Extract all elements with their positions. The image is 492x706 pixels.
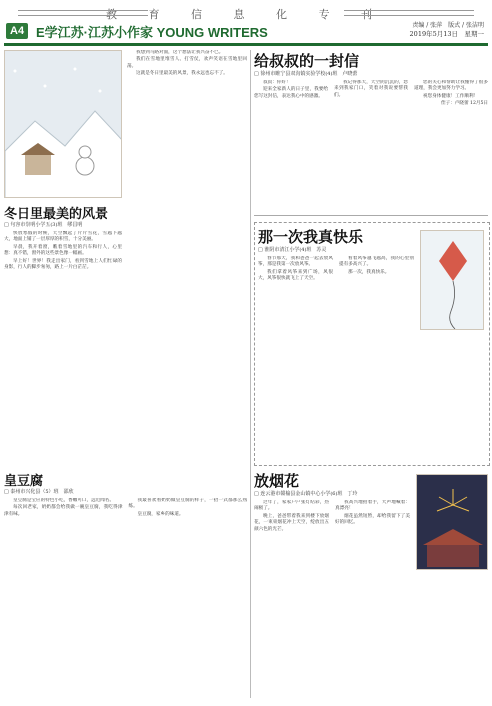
masthead-rule [4,43,488,46]
winter-photo [4,50,122,198]
letter-paragraph: 祝您身体健康！工作顺利！ [423,93,479,99]
letter-body [254,80,488,210]
banner-right-line [344,10,474,16]
happy-paragraph: 看着风筝越飞越高，我的心里别提有多高兴了。 [339,256,414,268]
tofu-byline: □ 泰州市兴化县（5）班 邵欣 [4,489,74,495]
winter-byline: □ 句容市崇明小学五(3)班 缪昌明 [4,222,83,228]
winter-paragraph: 快放寒假的时候，天空飘起了片片雪花，雪越下越大，地面上铺了一层厚厚的积雪，十分美丽。 [4,231,122,243]
happy-byline: □ 淮阴市清江小学(4)班 苏灵 [258,247,327,253]
kite-photo [420,230,484,330]
masthead [0,22,492,42]
section-title: E学江苏·江苏小作家 YOUNG WRITERS [36,25,268,40]
tofu-title: 皇豆腐 [4,474,44,489]
tofu-body [4,498,247,698]
winter-paragraph: 这就是冬日里最美的风景，我永远也忘不了。 [136,71,228,77]
letter-paragraph: 叔叔：你好！ [263,80,291,85]
tofu-paragraph: 我最喜欢看奶奶做皇豆腐的样子，一招一式都那么熟练。 [128,498,247,510]
fireworks-paragraph: 过年了，家家户户张灯结彩，热闹极了。 [254,500,329,512]
fireworks-paragraph: 烟花虽然短暂，却给我留下了美好的回忆。 [335,513,410,526]
winter-paragraph: 早晨，我开着窗，瞧着雪地里的汽车和行人，心里想：真不错，窗外的这些景色像一幅画。 [4,244,122,257]
tofu-paragraph: 皇豆腐是宝应的特色小吃，香嫩可口，远近闻名。 [13,498,115,503]
section-divider [254,215,488,216]
page-number-badge: A4 [6,23,28,39]
winter-paragraph: 早上好！世界！我走出家门，看到雪地上人们忙碌的身影，行人的脚步匆匆，路上一片白茫茫。 [4,258,122,271]
happy-body [258,256,414,462]
banner-ornament [0,6,492,22]
banner-text: 教 育 信 息 化 专 刊 [106,8,386,21]
letter-title: 给叔叔的一封信 [254,52,360,70]
happy-paragraph: 春节那天，我和爸爸一起去放风筝，那是我第一次放风筝。 [258,256,333,268]
editors: 责编 / 张萍 版式 / 张洁明 [412,22,484,29]
winter-body-right [127,50,247,467]
column-divider [250,50,251,698]
tofu-paragraph: 皇豆腐，家乡的味道。 [137,511,184,517]
fireworks-paragraph: 晚上，爸爸带着我来到楼下放烟花，一束束烟花冲上天空，绽放出五颜六色的光芒。 [254,513,329,532]
fireworks-photo [416,474,488,570]
happy-paragraph: 我们拿着风筝来到广场，风很大，风筝很快就飞上了天空。 [258,269,333,282]
issue-date: 2019年5月13日 星期一 [409,30,484,38]
winter-title: 冬日里最美的风景 [4,207,109,222]
editor-info [410,21,484,39]
winter-paragraph: 我们在雪地里堆雪人、打雪仗，欢声笑语在雪地里回荡。 [127,57,247,69]
letter-signoff: 侄子：卢晓蕾 12月5日 [441,101,488,107]
fireworks-title: 放烟花 [254,472,300,490]
tofu-paragraph: 每次回老家，奶奶都会给我做一碗皇豆腐，我吃得津津有味。 [4,505,123,517]
letter-byline: □ 徐州市睢宁县双沟镇实验学校(4)班 卢晓蕾 [254,71,358,77]
fireworks-body [254,500,410,698]
banner-left-line [18,10,148,16]
happy-title: 那一次我真快乐 [258,228,364,246]
letter-paragraph: 迎来全家新人的日子里，我要给您写这封信，表达我心中的感激。 [254,87,328,99]
fireworks-paragraph: 我高兴地拍着手，大声地喊着：真漂亮！ [335,500,410,512]
fireworks-illustration [417,475,488,570]
winter-paragraph: 我想到马路对面，这个想法让我兴奋不已。 [136,50,224,55]
kite-illustration [421,231,484,330]
snow-scene-illustration [5,51,122,198]
letter-paragraph: 您的关心和帮助让我懂得了很多道理，我会更加努力学习。 [414,80,488,92]
letter-paragraph: 我记得那天，天空阴沉沉的，您来到我家门口，笑着对我说要帮我们。 [334,80,408,98]
fireworks-byline: □ 连云港市赣榆县金山镇中心小学(6)班 丁玲 [254,491,358,497]
happy-paragraph: 那一次，我真快乐。 [348,269,390,275]
winter-body-left [4,231,122,467]
